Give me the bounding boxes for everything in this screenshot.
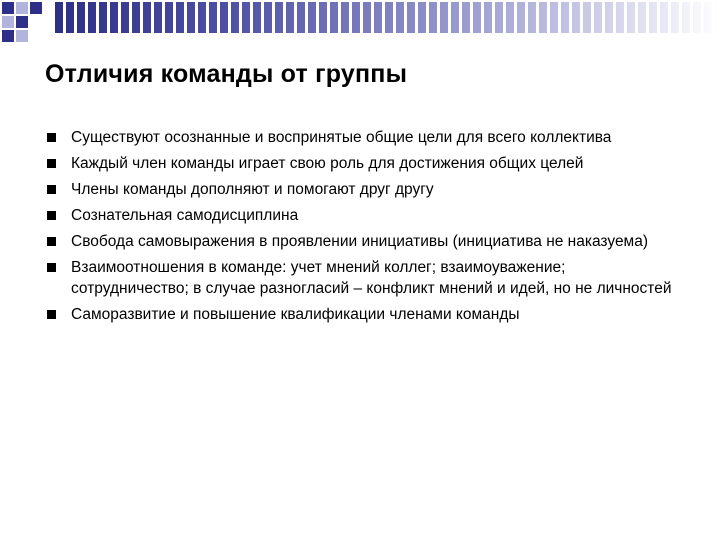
bullet-item (45, 304, 675, 325)
decor-square (2, 2, 14, 14)
bullet-item (45, 179, 675, 200)
decor-square (16, 30, 28, 42)
square-bullet-icon (47, 185, 56, 194)
slide-title: Отличия команды от группы (45, 60, 408, 88)
bullet-text: Каждый член команды играет свою роль для достижения общих целей (71, 155, 584, 172)
bullet-item (45, 231, 675, 252)
decor-square (16, 16, 28, 28)
square-bullet-icon (47, 133, 56, 142)
bullet-item (45, 153, 675, 174)
square-bullet-icon (47, 263, 56, 272)
square-bullet-icon (47, 159, 56, 168)
bullet-item (45, 127, 675, 148)
bullet-text: Свобода самовыражения в проявлении инициативы (инициатива не наказуема) (71, 233, 648, 250)
bullet-list (45, 127, 675, 330)
header-stripe-bar (55, 2, 720, 33)
square-bullet-icon (47, 310, 56, 319)
bullet-item (45, 257, 675, 299)
bullet-text: Существуют осознанные и воспринятые общие цели для всего коллектива (71, 129, 612, 146)
decor-square (2, 16, 14, 28)
decor-square (30, 2, 42, 14)
bullet-text: Сознательная самодисциплина (71, 207, 299, 224)
bullet-text: Члены команды дополняют и помогают друг другу (71, 181, 434, 198)
square-bullet-icon (47, 237, 56, 246)
bullet-item (45, 205, 675, 226)
decor-square (16, 2, 28, 14)
decor-square (2, 30, 14, 42)
square-bullet-icon (47, 211, 56, 220)
bullet-text: Взаимоотношения в команде: учет мнений коллег; взаимоуважение; сотрудничество; в случае разногласий – конфликт мнений и идей, но не личностей (71, 259, 672, 297)
bullet-text: Саморазвитие и повышение квалификации членами команды (71, 306, 520, 323)
